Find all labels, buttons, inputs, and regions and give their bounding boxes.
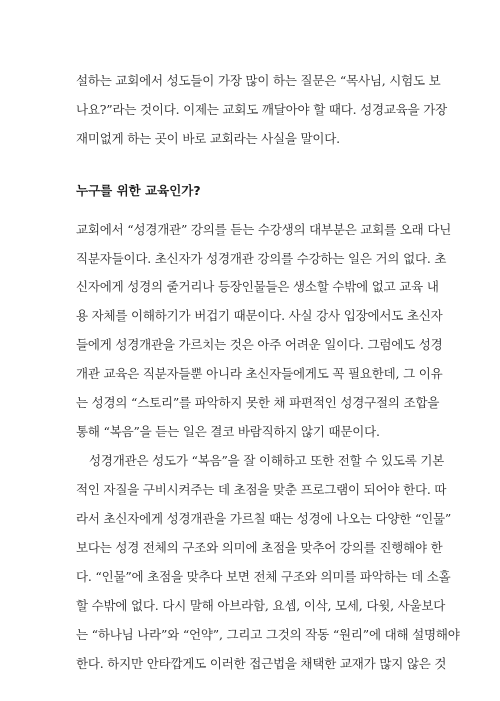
body-line: 신자에게 성경의 줄거리나 등장인물들은 생소할 수밖에 없고 교육 내 — [76, 279, 439, 294]
body-line: 한다. 하지만 안타깝게도 이러한 접근법을 채택한 교재가 많지 않은 것 — [76, 656, 447, 671]
body-line: 적인 자질을 구비시켜주는 데 초점을 맞춘 프로그램이 되어야 한다. 따 — [76, 482, 447, 497]
intro-line: 나요?”라는 것이다. 이제는 교회도 깨달아야 할 때다. 성경교육을 가장 — [76, 102, 448, 117]
body-line: 는 “하나님 나라”와 “언약”, 그리고 그것의 작동 “원리”에 대해 설명해야 — [76, 627, 460, 642]
body-line: 교회에서 “성경개관” 강의를 듣는 수강생의 대부분은 교회를 오래 다닌 — [76, 222, 452, 237]
body-line: 다. “인물”에 초점을 맞추다 보면 전체 구조와 의미를 파악하는 데 소홀 — [76, 569, 451, 584]
body-line: 들에게 성경개관을 가르치는 것은 아주 어려운 일이다. 그럼에도 성경 — [76, 337, 443, 352]
body-line: 성경개관은 성도가 “복음”을 잘 이해하고 또한 전할 수 있도록 기본 — [89, 453, 445, 468]
body-line: 할 수밖에 없다. 다시 말해 아브라함, 요셉, 이삭, 모세, 다윗, 사울보다 — [76, 598, 446, 613]
body-line: 는 성경의 “스토리”를 파악하지 못한 채 파편적인 성경구절의 조합을 — [76, 395, 440, 410]
body-line: 통해 “복음”을 듣는 일은 결코 바람직하지 않기 때문이다. — [76, 424, 380, 439]
intro-line: 재미없게 하는 곳이 바로 교회라는 사실을 말이다. — [76, 131, 340, 146]
section-heading: 누구를 위한 교육인가? — [76, 183, 201, 198]
body-line: 직분자들이다. 초신자가 성경개관 강의를 수강하는 일은 거의 없다. 초 — [76, 251, 447, 266]
body-line: 라서 초신자에게 성경개관을 가르칠 때는 성경에 나오는 다양한 “인물” — [76, 511, 452, 526]
intro-line: 설하는 교회에서 성도들이 가장 많이 하는 질문은 “목사님, 시험도 보 — [76, 73, 441, 88]
body-line: 보다는 성경 전체의 구조와 의미에 초점을 맞추어 강의를 진행해야 한 — [76, 540, 443, 555]
body-line: 개관 교육은 직분자들뿐 아니라 초신자들에게도 꼭 필요한데, 그 이유 — [76, 366, 443, 381]
body-line: 용 자체를 이해하기가 버겁기 때문이다. 사실 강사 입장에서도 초신자 — [76, 308, 443, 323]
